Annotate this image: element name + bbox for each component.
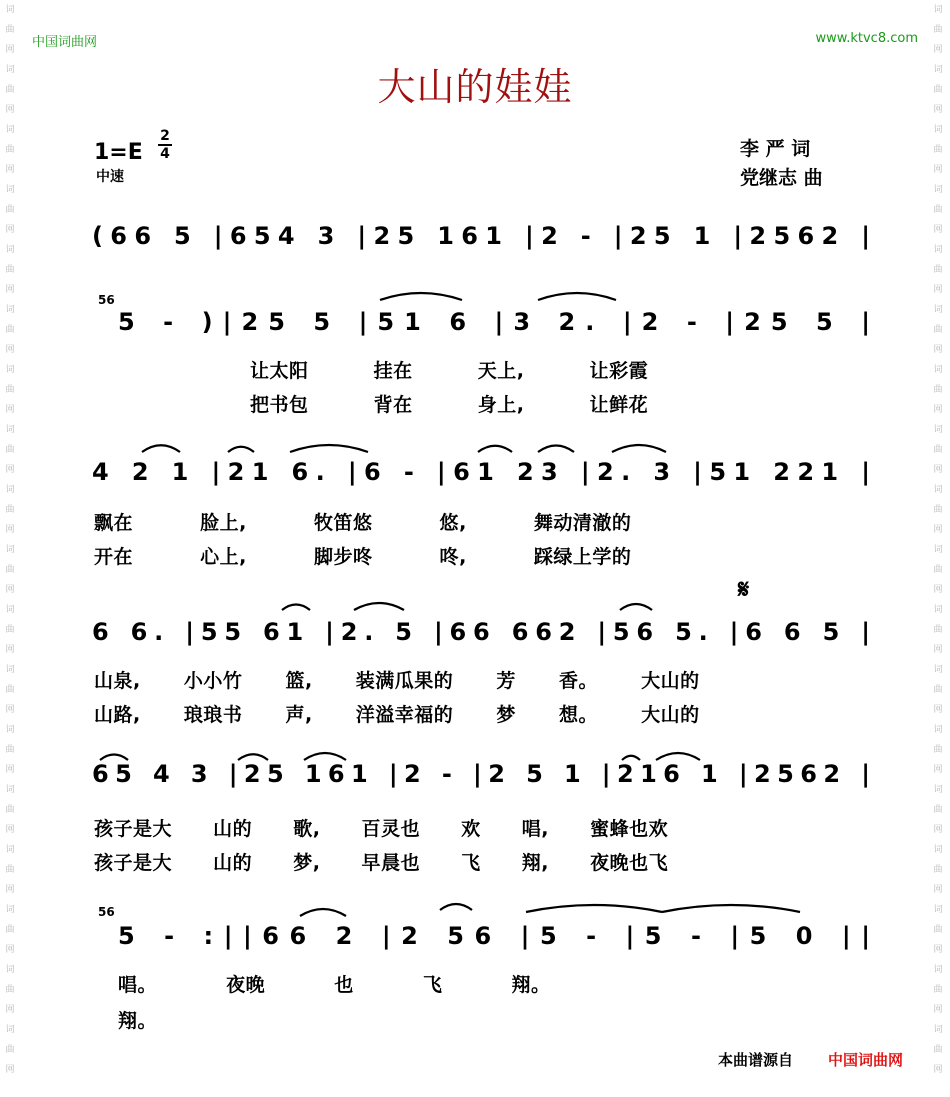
slur-arc [662,905,800,912]
slur-arc [440,904,472,910]
side-watermark-char: 网 [5,225,15,235]
side-watermark-char: 网 [5,285,15,295]
notation-row: 4 2 1 |21 6. |6 - |61 23 |2. 3 |51 221 | [92,458,871,486]
slur-arc [304,753,346,760]
side-watermark-char: 曲 [933,925,943,935]
side-watermark-char: 词 [5,125,15,135]
slur-arc [538,446,574,453]
side-watermark-char: 曲 [933,685,943,695]
side-watermark-char: 曲 [933,985,943,995]
side-watermark-char: 网 [5,525,15,535]
side-watermark-char: 曲 [5,985,15,995]
side-watermark-char: 网 [5,165,15,175]
side-watermark-char: 词 [933,785,943,795]
side-watermark-char: 词 [933,965,943,975]
slur-arc [354,603,404,610]
side-watermark-char: 曲 [5,565,15,575]
side-watermark-char: 词 [933,485,943,495]
side-watermark-char: 词 [5,785,15,795]
lyric-row-5-verse-1: 孩子是大 山的 歌, 百灵也 欢 唱, 蜜蜂也欢 [94,818,669,840]
side-watermark-char: 词 [933,425,943,435]
slur-arc [282,605,310,611]
side-watermark-char: 网 [933,705,943,715]
side-watermark-char: 词 [5,425,15,435]
footer-source-label: 本曲谱源自 [718,1051,794,1069]
side-watermark-char: 曲 [933,85,943,95]
notation-row: 5 - :||66 2 |2 56 |5 - |5 - |5 0 || [118,922,870,950]
side-watermark-char: 网 [933,45,943,55]
side-watermark-char: 曲 [933,565,943,575]
side-watermark-char: 词 [933,365,943,375]
side-watermark-char: 网 [933,825,943,835]
slur-arc [142,445,180,452]
side-watermark-char: 网 [5,345,15,355]
footer-site-link[interactable]: 中国词曲网 [828,1051,904,1069]
side-watermark-char: 网 [5,405,15,415]
side-watermark-char: 网 [933,225,943,235]
side-watermark-char: 词 [933,725,943,735]
lyric-row-2-verse-2: 把书包 背在 身上, 让鲜花 [250,394,649,416]
side-watermark-char: 词 [5,185,15,195]
side-watermark-char: 网 [933,165,943,175]
side-watermark-char: 词 [5,665,15,675]
side-watermark-char: 曲 [5,625,15,635]
key-signature: 1=E [94,140,143,165]
segno-sign: 𝄋 [738,575,750,605]
side-watermark-char: 曲 [5,265,15,275]
side-watermark-char: 网 [5,45,15,55]
side-watermark-char: 网 [933,1005,943,1015]
side-watermark-char: 网 [5,825,15,835]
grace-note: 56 [98,905,115,919]
slur-arc [538,293,616,300]
side-watermark-char: 曲 [5,445,15,455]
slur-arc [380,293,462,300]
notation-row: 65 4 3 |25 161 |2 - |2 5 1 |216 1 |2562 | [92,760,870,788]
lyric-row-6-verse-1: 唱。 夜晚 也 飞 翔。 [118,974,551,996]
side-watermark-char: 词 [933,1025,943,1035]
slur-arc [290,445,368,452]
time-signature: 2 4 [158,128,172,162]
side-watermark-char: 曲 [5,505,15,515]
side-watermark-char: 曲 [933,325,943,335]
slur-arc [526,905,662,912]
grace-note: 56 [98,293,115,307]
side-watermark-char: 网 [933,765,943,775]
side-watermark-char: 词 [5,485,15,495]
side-watermark-char: 词 [5,965,15,975]
side-watermark-char: 网 [933,405,943,415]
side-watermark-char: 词 [5,245,15,255]
slur-arc [228,447,254,452]
slur-arc [300,909,346,916]
watermark-site-url: www.ktvc8.com [815,31,918,46]
side-watermark-char: 网 [5,945,15,955]
lyric-row-5-verse-2: 孩子是大 山的 梦, 早晨也 飞 翔, 夜晚也飞 [94,852,669,874]
side-watermark-char: 词 [933,245,943,255]
side-watermark-char: 网 [5,885,15,895]
lyric-row-4-verse-2: 山路, 琅琅书 声, 洋溢幸福的 梦 想。 大山的 [94,704,700,726]
side-watermark-char: 词 [5,5,15,15]
notation-row: 5 - )|25 5 |51 6 |3 2. |2 - |25 5 | [118,308,870,336]
lyric-row-4-verse-1: 山泉, 小小竹 篮, 装满瓜果的 芳 香。 大山的 [94,670,700,692]
song-title: 大山的娃娃 [377,65,573,109]
side-watermark-char: 词 [5,1025,15,1035]
side-watermark-char: 词 [933,125,943,135]
side-watermark-char: 曲 [5,865,15,875]
side-watermark-char: 曲 [5,385,15,395]
side-watermark-char: 网 [933,645,943,655]
side-watermark-char: 词 [5,65,15,75]
side-watermark-char: 网 [5,645,15,655]
composer-credit: 党继志 曲 [740,167,823,189]
side-watermark-char: 曲 [933,205,943,215]
notation-row: 6 6. |55 61 |2. 5 |66 662 |56 5. |6 6 5 | [92,618,871,646]
side-watermark-char: 词 [933,545,943,555]
tempo-marking: 中速 [96,169,124,185]
side-watermark-char: 曲 [5,685,15,695]
side-watermark-char: 曲 [933,145,943,155]
side-watermark-char: 词 [5,905,15,915]
side-watermark-char: 网 [933,465,943,475]
side-watermark-char: 词 [5,365,15,375]
side-watermark-char: 网 [933,945,943,955]
side-watermark-char: 曲 [933,625,943,635]
side-watermark-char: 词 [933,65,943,75]
side-watermark-char: 曲 [5,325,15,335]
side-watermark-char: 曲 [933,25,943,35]
side-watermark-char: 曲 [933,1045,943,1055]
side-watermark-char: 词 [933,305,943,315]
slur-arc [620,604,652,610]
side-watermark-char: 词 [933,905,943,915]
notation-row: (66 5 |654 3 |25 161 |2 - |25 1 |2562 | [92,222,870,250]
side-watermark-char: 曲 [5,205,15,215]
side-watermark-char: 曲 [5,145,15,155]
side-watermark-char: 网 [933,1065,943,1075]
slur-arc [656,753,700,760]
side-watermark-char: 词 [5,305,15,315]
side-watermark-char: 网 [933,285,943,295]
side-watermark-char: 曲 [5,1045,15,1055]
slur-arc [612,445,666,452]
lyricist-credit: 李 严 词 [740,138,811,160]
slur-arc [478,446,512,452]
side-watermark-char: 网 [933,525,943,535]
side-watermark-char: 曲 [933,445,943,455]
side-watermark-char: 曲 [5,25,15,35]
side-watermark-char: 曲 [5,85,15,95]
side-watermark-char: 网 [5,465,15,475]
side-watermark-char: 网 [5,1065,15,1075]
side-watermark-char: 网 [5,705,15,715]
side-watermark-char: 曲 [933,505,943,515]
lyric-row-6-verse-2: 翔。 [118,1010,158,1032]
side-watermark-char: 网 [933,885,943,895]
side-watermark-char: 曲 [5,925,15,935]
side-watermark-char: 曲 [933,385,943,395]
side-watermark-char: 网 [5,585,15,595]
side-watermark-char: 词 [933,845,943,855]
side-watermark-char: 曲 [933,865,943,875]
side-watermark-char: 词 [5,725,15,735]
lyric-row-3-verse-1: 飘在 脸上, 牧笛悠 悠, 舞动清澈的 [94,512,632,534]
side-watermark-char: 网 [933,585,943,595]
side-watermark-char: 词 [933,665,943,675]
lyric-row-3-verse-2: 开在 心上, 脚步咚 咚, 踩绿上学的 [94,546,632,568]
side-watermark-char: 曲 [933,805,943,815]
side-watermark-char: 网 [933,105,943,115]
side-watermark-char: 网 [933,345,943,355]
side-watermark-char: 曲 [933,745,943,755]
side-watermark-char: 曲 [5,805,15,815]
side-watermark-char: 词 [933,5,943,15]
lyric-row-2-verse-1: 让太阳 挂在 天上, 让彩霞 [250,360,649,382]
side-watermark-char: 词 [5,605,15,615]
side-watermark-char: 曲 [933,265,943,275]
side-watermark-char: 网 [5,765,15,775]
side-watermark-char: 词 [933,185,943,195]
side-watermark-char: 词 [933,605,943,615]
side-watermark-char: 词 [5,845,15,855]
side-watermark-char: 词 [5,545,15,555]
side-watermark-char: 曲 [5,745,15,755]
watermark-site-name: 中国词曲网 [32,35,98,50]
side-watermark-char: 网 [5,1005,15,1015]
side-watermark-char: 网 [5,105,15,115]
